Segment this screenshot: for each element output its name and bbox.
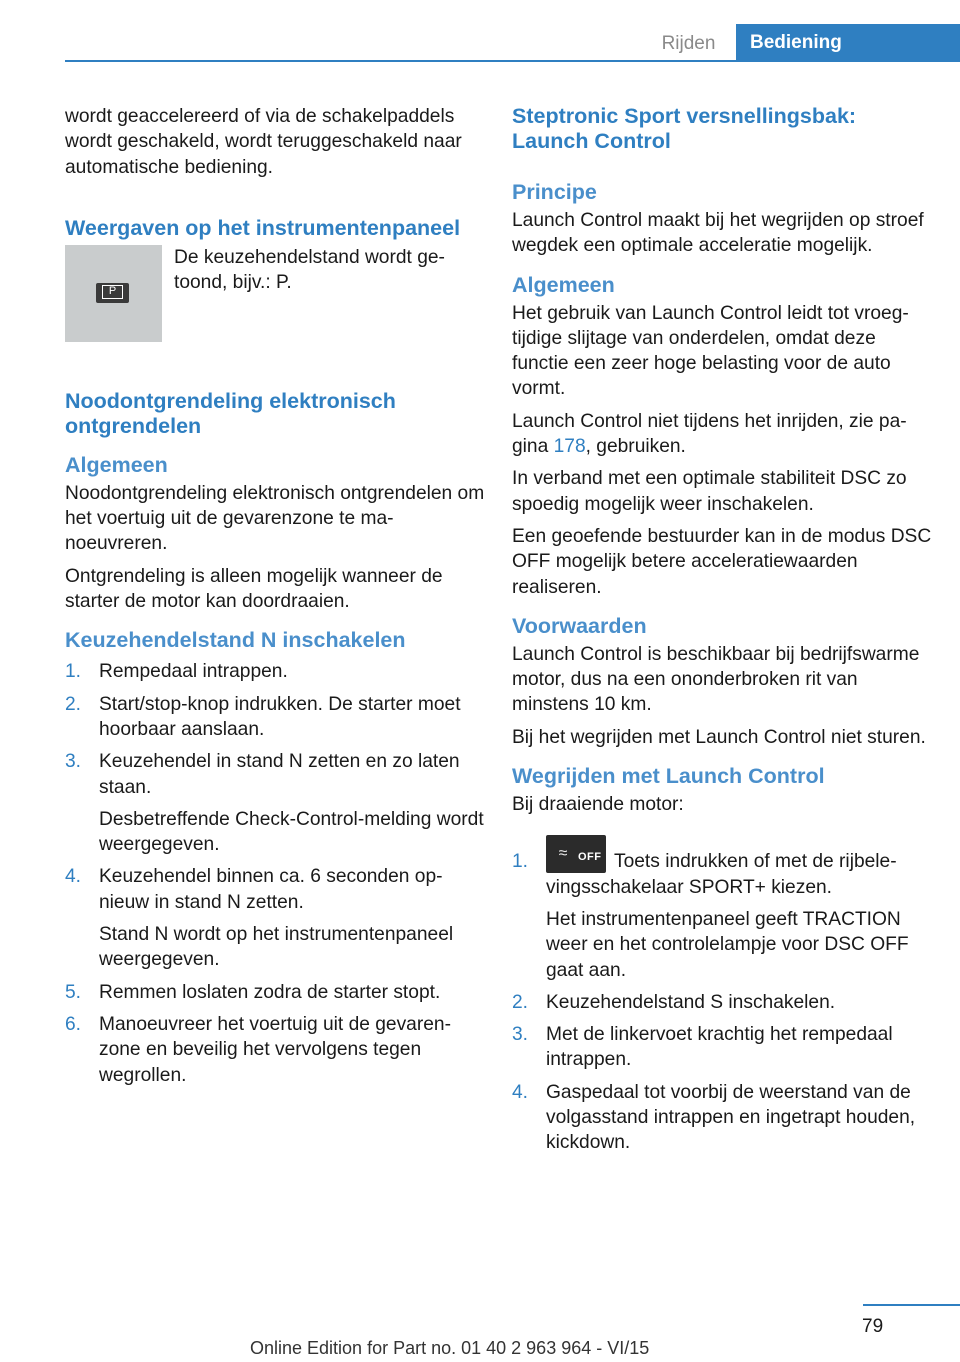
heading-steptronic: Steptronic Sport versnellingsbak: Launch Control	[512, 104, 857, 153]
text-span: , gebruiken.	[585, 436, 686, 458]
list-number: 3.	[65, 751, 82, 773]
edition-footer: Online Edition for Part no. 01 40 2 963 964 - VI/15	[250, 1338, 650, 1358]
list-number: 2.	[512, 991, 529, 1013]
heading-wegrijden: Wegrijden met Launch Control	[512, 764, 825, 789]
list-text-with-icon	[546, 845, 932, 900]
heading-algemeen-left: Algemeen	[65, 452, 168, 477]
skid-car-icon: ≈	[558, 845, 568, 863]
algemeen-paragraph-1: Noodontgrendeling elektronisch ontgrendelen om het voertuig uit de gevarenzone te manoeuvreren.	[65, 482, 485, 555]
list-number: 4.	[65, 866, 82, 888]
figure-caption: De keuzehendelstand wordt getoond, bijv.: P.	[174, 246, 445, 294]
voorwaarden-paragraph-2: Bij het wegrijden met Launch Control niet sturen.	[512, 726, 926, 748]
list-item	[512, 990, 932, 1015]
list-number: 5.	[65, 981, 82, 1003]
list-text: Gaspedaal tot voorbij de weerstand van de volgasstand intrappen en ingetrapt houden, kickdown.	[546, 1081, 916, 1154]
list-subtext: Desbetreffende Check-Control-melding wordt weergegeven.	[99, 808, 484, 856]
left-column	[65, 104, 485, 1095]
list-number: 6.	[65, 1013, 82, 1035]
park-glyph: P	[102, 285, 123, 299]
right-column	[512, 104, 932, 1163]
text-span: Launch Control niet tijdens het inrijden, zie pagina	[512, 410, 907, 458]
footer-divider	[863, 1304, 960, 1306]
list-number: 1.	[512, 851, 529, 873]
page-header	[0, 0, 960, 62]
algemeen-paragraph-r2	[512, 409, 932, 460]
page-link-178[interactable]: 178	[553, 436, 586, 458]
list-text: Met de linkervoet krachtig het rempedaal intrappen.	[546, 1024, 893, 1071]
list-text: Keuzehendelstand S inschakelen.	[546, 991, 836, 1013]
wegrijden-paragraph: Bij draaiende motor:	[512, 794, 684, 816]
heading-noodontgrendeling: Noodontgrendeling elektronisch ontgrendelen	[65, 388, 396, 438]
algemeen-paragraph-2: Ontgrendeling is alleen mogelijk wanneer de starter de motor kan doordraaien.	[65, 565, 443, 613]
heading-weergaven: Weergaven op het instrumentenpaneel	[65, 215, 461, 240]
list-item	[65, 1012, 485, 1088]
list-number: 3.	[512, 1024, 529, 1046]
principe-paragraph: Launch Control maakt bij het wegrijden op stroef wegdek een optimale acceleratie mogelijk.	[512, 210, 924, 257]
list-subtext: Het instrumentenpaneel geeft TRACTION weer en het controlelampje voor DSC OFF gaat aan.	[546, 908, 909, 981]
intro-paragraph: wordt geaccelereerd of via de schakelpaddels wordt geschakeld, wordt teruggeschakeld naar automatische bediening.	[65, 106, 462, 178]
voorwaarden-paragraph-1: Launch Control is beschikbaar bij bedrijfswarme motor, dus na een ononderbroken rit van minstens 10 km.	[512, 643, 920, 716]
figure-row	[65, 245, 485, 361]
list-text: Manoeuvreer het voertuig uit de gevarenzone en beveilig het vervolgens tegen wegrollen.	[99, 1013, 451, 1086]
list-text: Start/stop-knop indrukken. De starter moet hoorbaar aanslaan.	[99, 693, 461, 740]
list-item	[512, 1080, 932, 1156]
heading-principe: Principe	[512, 180, 597, 204]
list-text: Remmen loslaten zodra de starter stopt.	[99, 981, 441, 1003]
steps-list-left	[65, 659, 485, 1087]
list-text: Rempedaal intrappen.	[99, 661, 288, 683]
heading-voorwaarden: Voorwaarden	[512, 613, 647, 638]
heading-keuzehendelstand: Keuzehendelstand N inschakelen	[65, 628, 406, 653]
list-text: Toets indrukken of met de rijbelevingsschakelaar SPORT+ kiezen.	[546, 851, 897, 898]
list-item	[65, 864, 485, 972]
tab-bediening[interactable]: Bediening	[736, 24, 960, 62]
list-text: Keuzehendel binnen ca. 6 seconden opnieuw in stand N zetten.	[99, 866, 443, 913]
gear-display-image	[65, 245, 162, 342]
park-indicator-icon	[96, 283, 129, 303]
list-number: 1.	[65, 661, 82, 683]
page-number: 79	[862, 1316, 884, 1337]
list-number: 2.	[65, 693, 82, 715]
list-item	[65, 980, 485, 1005]
list-item	[512, 845, 932, 982]
tab-rijden[interactable]: Rijden	[661, 33, 716, 54]
heading-algemeen-right: Algemeen	[512, 272, 615, 297]
off-label: OFF	[578, 851, 602, 864]
dsc-off-button-icon	[546, 835, 606, 873]
algemeen-paragraph-r4: Een geoefende bestuurder kan in de modus DSC OFF mogelijk betere acceleratiewaarden realiseren.	[512, 525, 932, 598]
algemeen-paragraph-r1: Het gebruik van Launch Control leidt tot vroegtijdige slijtage van onderdelen, omdat deze functie een zeer hoge belasting voor de auto vormt.	[512, 302, 909, 400]
list-item	[65, 659, 485, 684]
list-subtext: Stand N wordt op het instrumentenpaneel weergegeven.	[99, 924, 454, 971]
list-item	[65, 749, 485, 857]
list-item	[512, 1022, 932, 1073]
steps-list-right	[512, 845, 932, 1155]
list-item	[65, 692, 485, 743]
header-divider	[65, 60, 960, 62]
algemeen-paragraph-r3: In verband met een optimale stabiliteit DSC zo spoedig mogelijk weer inschakelen.	[512, 468, 907, 515]
list-number: 4.	[512, 1081, 529, 1103]
list-text: Keuzehendel in stand N zetten en zo laten staan.	[99, 751, 460, 798]
